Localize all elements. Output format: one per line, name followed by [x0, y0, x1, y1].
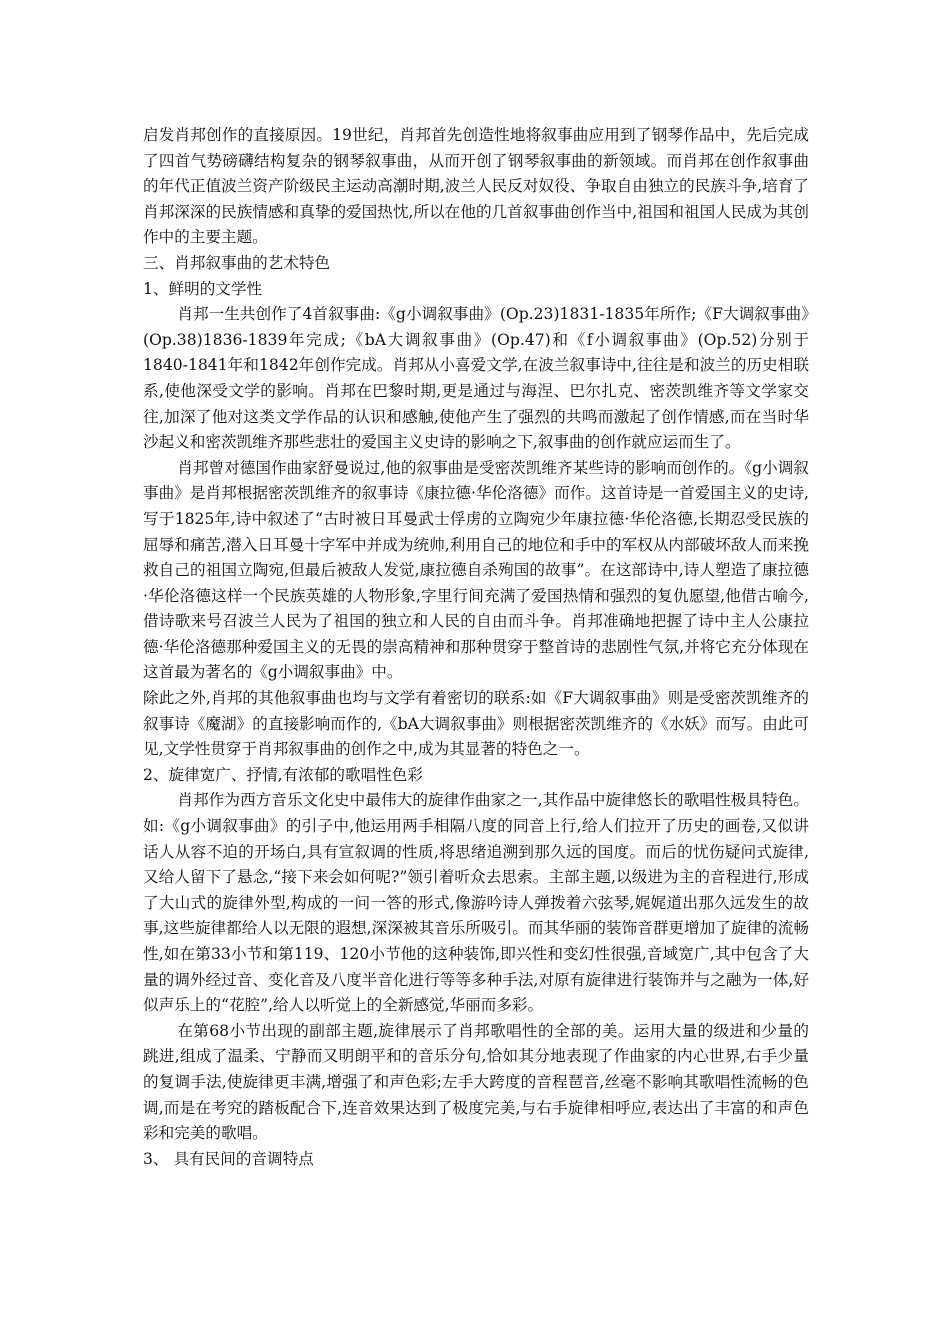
- body-paragraph: 肖邦作为西方音乐文化史中最伟大的旋律作曲家之一,其作品中旋律悠长的歌唱性极具特色。如:《g小调叙事曲》的引子中,他运用两手相隔八度的同音上行,给人们拉开了历史的画卷,又似讲话人从容不迫的开场白,具有宣叙调的性质,将思绪追溯到那久远的国度。而后的忧伤疑问式旋律,又给人留下了悬念,“接下来会如何呢?”领引着听众去思索。主部主题,以级进为主的音程进行,形成了大山式的旋律外型,构成的一问一答的形式,像游吟诗人弹拨着六弦琴,娓娓道出那久远发生的故事,这些旋律都给人以无限的遐想,深深被其音乐所吸引。而其华丽的装饰音群更增加了旋律的流畅性,如在第33小节和第119、120小节他的这种装饰,即兴性和变幻性很强,音域宽广,其中包含了大量的调外经过音、变化音及八度半音化进行等等多种手法,对原有旋律进行装饰并与之融为一体,好似声乐上的“花腔”,给人以听觉上的全新感觉,华丽而多彩。: [143, 791, 809, 1015]
- body-paragraph: 肖邦一生共创作了4首叙事曲:《g小调叙事曲》(Op.23)1831-1835年所作;《F大调叙事曲》(Op.38)1836-1839年完成;《bA大调叙事曲》(Op.47)和《f小调叙事曲》(Op.52)分别于1840-1841年和1842年创作完成。肖邦从小喜爱文学,在波兰叙事诗中,往往是和波兰的历史相联系,使他深受文学的影响。肖邦在巴黎时期,更是通过与海涅、巴尔扎克、密茨凯维齐等文学家交往,加深了他对这类文学作品的认识和感触,使他产生了强烈的共鸣而激起了创作情感,而在当时华沙起义和密茨凯维齐那些悲壮的爱国主义史诗的影响之下,叙事曲的创作就应运而生了。: [143, 305, 809, 452]
- subsection-heading: 2、旋律宽广、抒情,有浓郁的歌唱性色彩: [143, 765, 423, 784]
- subsection-heading: 1、鲜明的文学性: [143, 279, 263, 298]
- body-paragraph: 在第68小节出现的副部主题,旋律展示了肖邦歌唱性的全部的美。运用大量的级进和少量的跳进,组成了温柔、宁静而又明朗平和的音乐分句,恰如其分地表现了作曲家的内心世界,右手少量的复调手法,使旋律更丰满,增强了和声色彩;左手大跨度的音程琶音,丝毫不影响其歌唱性流畅的色调,而是在考究的踏板配合下,连音效果达到了极度完美,与右手旋律相呼应,表达出了丰富的和声色彩和完美的歌唱。: [143, 1021, 809, 1143]
- document-body: [143, 123, 809, 1172]
- subsection-heading: 3、 具有民间的音调特点: [143, 1149, 314, 1168]
- body-paragraph: 除此之外,肖邦的其他叙事曲也均与文学有着密切的联系:如《F大调叙事曲》则是受密茨凯维齐的叙事诗《魔湖》的直接影响而作的,《bA大调叙事曲》则根据密茨凯维齐的《水妖》而写。由此可见,文学性贯穿于肖邦叙事曲的创作之中,成为其显著的特色之一。: [143, 689, 809, 759]
- body-paragraph: 肖邦曾对德国作曲家舒曼说过,他的叙事曲是受密茨凯维齐某些诗的影响而创作的。《g小调叙事曲》是肖邦根据密茨凯维齐的叙事诗《康拉德·华伦洛德》而作。这首诗是一首爱国主义的史诗,写于1825年,诗中叙述了“古时被日耳曼武士俘虏的立陶宛少年康拉德·华伦洛德,长期忍受民族的屈辱和痛苦,潜入日耳曼十字军中并成为统帅,利用自己的地位和手中的军权从内部破坏敌人而来挽救自己的祖国立陶宛,但最后被敌人发觉,康拉德自杀殉国的故事”。在这部诗中,诗人塑造了康拉德·华伦洛德这样一个民族英雄的人物形象,字里行间充满了爱国热情和强烈的复仇愿望,他借古喻今,借诗歌来号召波兰人民为了祖国的独立和人民的自由而斗争。肖邦准确地把握了诗中主人公康拉德·华伦洛德那种爱国主义的无畏的崇高精神和那种贯穿于整首诗的悲剧性气氛,并将它充分体现在这首最为著名的《g小调叙事曲》中。: [143, 458, 809, 682]
- section-heading: 三、肖邦叙事曲的艺术特色: [143, 253, 331, 272]
- body-paragraph: 启发肖邦创作的直接原因。19世纪，肖邦首先创造性地将叙事曲应用到了钢琴作品中，先后完成了四首气势磅礴结构复杂的钢琴叙事曲，从而开创了钢琴叙事曲的新领域。而肖邦在创作叙事曲的年代正值波兰资产阶级民主运动高潮时期,波兰人民反对奴役、争取自由独立的民族斗争,培育了肖邦深深的民族情感和真挚的爱国热忱,所以在他的几首叙事曲创作当中,祖国和祖国人民成为其创作中的主要主题。: [143, 126, 809, 247]
